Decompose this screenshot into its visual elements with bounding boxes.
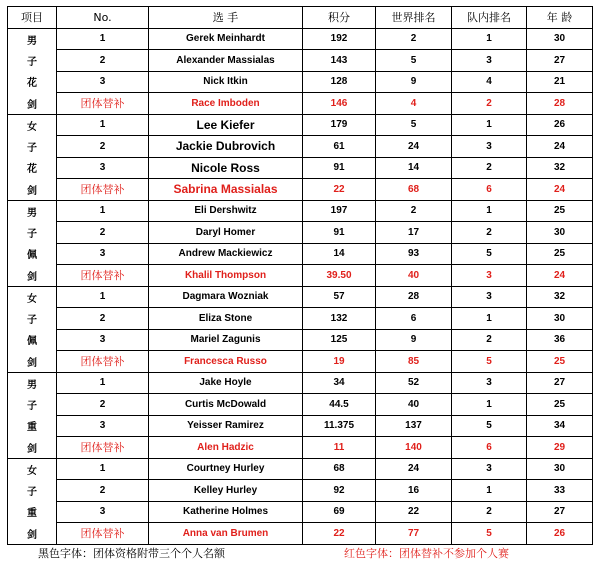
points-cell: 22	[303, 523, 376, 545]
age-cell: 25	[527, 200, 593, 222]
table-row	[8, 394, 593, 416]
world-rank-cell: 2	[376, 28, 452, 50]
event-char: 子	[8, 308, 57, 330]
player-name: Race Imboden	[149, 93, 303, 115]
no-cell: 3	[57, 329, 149, 351]
no-cell: 团体替补	[57, 437, 149, 459]
no-cell: 团体替补	[57, 523, 149, 545]
player-name: Eliza Stone	[149, 308, 303, 330]
no-cell: 团体替补	[57, 93, 149, 115]
no-cell: 3	[57, 501, 149, 523]
world-rank-cell: 68	[376, 179, 452, 201]
no-cell: 1	[57, 114, 149, 136]
no-cell: 团体替补	[57, 265, 149, 287]
no-cell: 1	[57, 200, 149, 222]
points-cell: 22	[303, 179, 376, 201]
table-row	[8, 286, 593, 308]
event-char: 剑	[8, 93, 57, 115]
points-cell: 14	[303, 243, 376, 265]
player-name: Yeisser Ramirez	[149, 415, 303, 437]
world-rank-cell: 9	[376, 71, 452, 93]
no-cell: 3	[57, 157, 149, 179]
points-cell: 91	[303, 222, 376, 244]
points-cell: 69	[303, 501, 376, 523]
event-char: 剑	[8, 179, 57, 201]
event-char: 子	[8, 222, 57, 244]
table-row-substitute	[8, 523, 593, 545]
age-cell: 32	[527, 157, 593, 179]
event-char: 剑	[8, 437, 57, 459]
event-char: 子	[8, 394, 57, 416]
event-char: 重	[8, 415, 57, 437]
points-cell: 197	[303, 200, 376, 222]
no-cell: 3	[57, 415, 149, 437]
world-rank-cell: 40	[376, 394, 452, 416]
world-rank-cell: 5	[376, 50, 452, 72]
table-row	[8, 501, 593, 523]
world-rank-cell: 40	[376, 265, 452, 287]
event-char: 花	[8, 157, 57, 179]
world-rank-cell: 9	[376, 329, 452, 351]
header-world-rank: 世界排名	[376, 7, 452, 29]
team-rank-cell: 3	[452, 372, 527, 394]
no-cell: 1	[57, 28, 149, 50]
player-name: Jackie Dubrovich	[149, 136, 303, 158]
event-char: 男	[8, 200, 57, 222]
points-cell: 11.375	[303, 415, 376, 437]
world-rank-cell: 6	[376, 308, 452, 330]
event-char: 男	[8, 372, 57, 394]
no-cell: 2	[57, 480, 149, 502]
player-name: Khalil Thompson	[149, 265, 303, 287]
table-row-substitute	[8, 93, 593, 115]
world-rank-cell: 52	[376, 372, 452, 394]
team-rank-cell: 5	[452, 243, 527, 265]
age-cell: 27	[527, 50, 593, 72]
age-cell: 21	[527, 71, 593, 93]
player-name: Nick Itkin	[149, 71, 303, 93]
points-cell: 11	[303, 437, 376, 459]
world-rank-cell: 17	[376, 222, 452, 244]
table-row	[8, 50, 593, 72]
event-char: 剑	[8, 265, 57, 287]
team-rank-cell: 1	[452, 114, 527, 136]
event-char: 男	[8, 28, 57, 50]
world-rank-cell: 77	[376, 523, 452, 545]
points-cell: 39.50	[303, 265, 376, 287]
points-cell: 92	[303, 480, 376, 502]
team-rank-cell: 5	[452, 523, 527, 545]
player-name: Gerek Meinhardt	[149, 28, 303, 50]
no-cell: 1	[57, 286, 149, 308]
player-name: Andrew Mackiewicz	[149, 243, 303, 265]
age-cell: 24	[527, 136, 593, 158]
no-cell: 团体替补	[57, 351, 149, 373]
points-cell: 192	[303, 28, 376, 50]
no-cell: 2	[57, 394, 149, 416]
event-char: 女	[8, 286, 57, 308]
age-cell: 36	[527, 329, 593, 351]
age-cell: 25	[527, 243, 593, 265]
age-cell: 30	[527, 222, 593, 244]
table-row	[8, 28, 593, 50]
event-char: 花	[8, 71, 57, 93]
team-rank-cell: 1	[452, 394, 527, 416]
team-rank-cell: 5	[452, 351, 527, 373]
event-char: 剑	[8, 351, 57, 373]
player-name: Daryl Homer	[149, 222, 303, 244]
footer-note-black: 黑色字体：团体资格附带三个个人名额	[38, 547, 225, 560]
team-rank-cell: 2	[452, 157, 527, 179]
player-name: Kelley Hurley	[149, 480, 303, 502]
event-char: 剑	[8, 523, 57, 545]
team-rank-cell: 3	[452, 136, 527, 158]
table-row	[8, 372, 593, 394]
table-row	[8, 157, 593, 179]
points-cell: 44.5	[303, 394, 376, 416]
roster-body	[8, 28, 593, 544]
player-name: Jake Hoyle	[149, 372, 303, 394]
points-cell: 91	[303, 157, 376, 179]
age-cell: 29	[527, 437, 593, 459]
team-rank-cell: 6	[452, 437, 527, 459]
age-cell: 30	[527, 28, 593, 50]
player-name: Nicole Ross	[149, 157, 303, 179]
age-cell: 24	[527, 265, 593, 287]
event-char: 子	[8, 136, 57, 158]
table-row	[8, 329, 593, 351]
team-rank-cell: 2	[452, 93, 527, 115]
no-cell: 2	[57, 222, 149, 244]
team-rank-cell: 2	[452, 501, 527, 523]
age-cell: 27	[527, 372, 593, 394]
event-char: 佩	[8, 329, 57, 351]
age-cell: 28	[527, 93, 593, 115]
world-rank-cell: 85	[376, 351, 452, 373]
points-cell: 143	[303, 50, 376, 72]
no-cell: 1	[57, 458, 149, 480]
header-no: No.	[57, 7, 149, 29]
points-cell: 57	[303, 286, 376, 308]
table-row	[8, 308, 593, 330]
age-cell: 32	[527, 286, 593, 308]
header-age: 年 龄	[527, 7, 593, 29]
footer-note-red: 红色字体：团体替补不参加个人赛	[344, 547, 509, 560]
table-row-substitute	[8, 351, 593, 373]
table-row	[8, 415, 593, 437]
team-rank-cell: 4	[452, 71, 527, 93]
age-cell: 30	[527, 458, 593, 480]
world-rank-cell: 5	[376, 114, 452, 136]
event-char: 重	[8, 501, 57, 523]
table-row	[8, 222, 593, 244]
world-rank-cell: 137	[376, 415, 452, 437]
points-cell: 34	[303, 372, 376, 394]
fencing-roster-table	[7, 6, 593, 545]
player-name: Courtney Hurley	[149, 458, 303, 480]
player-name: Dagmara Wozniak	[149, 286, 303, 308]
points-cell: 68	[303, 458, 376, 480]
table-row	[8, 480, 593, 502]
no-cell: 2	[57, 50, 149, 72]
no-cell: 3	[57, 243, 149, 265]
team-rank-cell: 6	[452, 179, 527, 201]
age-cell: 24	[527, 179, 593, 201]
no-cell: 2	[57, 308, 149, 330]
age-cell: 30	[527, 308, 593, 330]
player-name: Alexander Massialas	[149, 50, 303, 72]
points-cell: 61	[303, 136, 376, 158]
team-rank-cell: 2	[452, 329, 527, 351]
event-char: 佩	[8, 243, 57, 265]
world-rank-cell: 22	[376, 501, 452, 523]
table-row-substitute	[8, 265, 593, 287]
points-cell: 128	[303, 71, 376, 93]
team-rank-cell: 1	[452, 480, 527, 502]
table-row-substitute	[8, 437, 593, 459]
points-cell: 179	[303, 114, 376, 136]
player-name: Mariel Zagunis	[149, 329, 303, 351]
header-row	[8, 7, 593, 29]
player-name: Anna van Brumen	[149, 523, 303, 545]
no-cell: 2	[57, 136, 149, 158]
header-event: 项目	[8, 7, 57, 29]
world-rank-cell: 2	[376, 200, 452, 222]
points-cell: 125	[303, 329, 376, 351]
world-rank-cell: 28	[376, 286, 452, 308]
points-cell: 146	[303, 93, 376, 115]
team-rank-cell: 1	[452, 200, 527, 222]
table-row	[8, 200, 593, 222]
world-rank-cell: 24	[376, 458, 452, 480]
player-name: Curtis McDowald	[149, 394, 303, 416]
player-name: Lee Kiefer	[149, 114, 303, 136]
table-row-substitute	[8, 179, 593, 201]
event-char: 女	[8, 114, 57, 136]
world-rank-cell: 93	[376, 243, 452, 265]
team-rank-cell: 3	[452, 265, 527, 287]
world-rank-cell: 16	[376, 480, 452, 502]
header-team-rank: 队内排名	[452, 7, 527, 29]
event-char: 女	[8, 458, 57, 480]
no-cell: 团体替补	[57, 179, 149, 201]
player-name: Eli Dershwitz	[149, 200, 303, 222]
table-row	[8, 243, 593, 265]
team-rank-cell: 1	[452, 308, 527, 330]
no-cell: 3	[57, 71, 149, 93]
age-cell: 26	[527, 114, 593, 136]
player-name: Katherine Holmes	[149, 501, 303, 523]
table-row	[8, 71, 593, 93]
age-cell: 34	[527, 415, 593, 437]
world-rank-cell: 4	[376, 93, 452, 115]
team-rank-cell: 3	[452, 458, 527, 480]
world-rank-cell: 14	[376, 157, 452, 179]
age-cell: 25	[527, 394, 593, 416]
player-name: Francesca Russo	[149, 351, 303, 373]
event-char: 子	[8, 480, 57, 502]
points-cell: 132	[303, 308, 376, 330]
header-points: 积分	[303, 7, 376, 29]
team-rank-cell: 1	[452, 28, 527, 50]
team-rank-cell: 3	[452, 50, 527, 72]
event-char: 子	[8, 50, 57, 72]
player-name: Sabrina Massialas	[149, 179, 303, 201]
table-row	[8, 136, 593, 158]
world-rank-cell: 140	[376, 437, 452, 459]
age-cell: 25	[527, 351, 593, 373]
table-row	[8, 114, 593, 136]
team-rank-cell: 3	[452, 286, 527, 308]
age-cell: 27	[527, 501, 593, 523]
age-cell: 26	[527, 523, 593, 545]
player-name: Alen Hadzic	[149, 437, 303, 459]
world-rank-cell: 24	[376, 136, 452, 158]
age-cell: 33	[527, 480, 593, 502]
team-rank-cell: 5	[452, 415, 527, 437]
points-cell: 19	[303, 351, 376, 373]
no-cell: 1	[57, 372, 149, 394]
table-row	[8, 458, 593, 480]
team-rank-cell: 2	[452, 222, 527, 244]
header-player: 选 手	[149, 7, 303, 29]
